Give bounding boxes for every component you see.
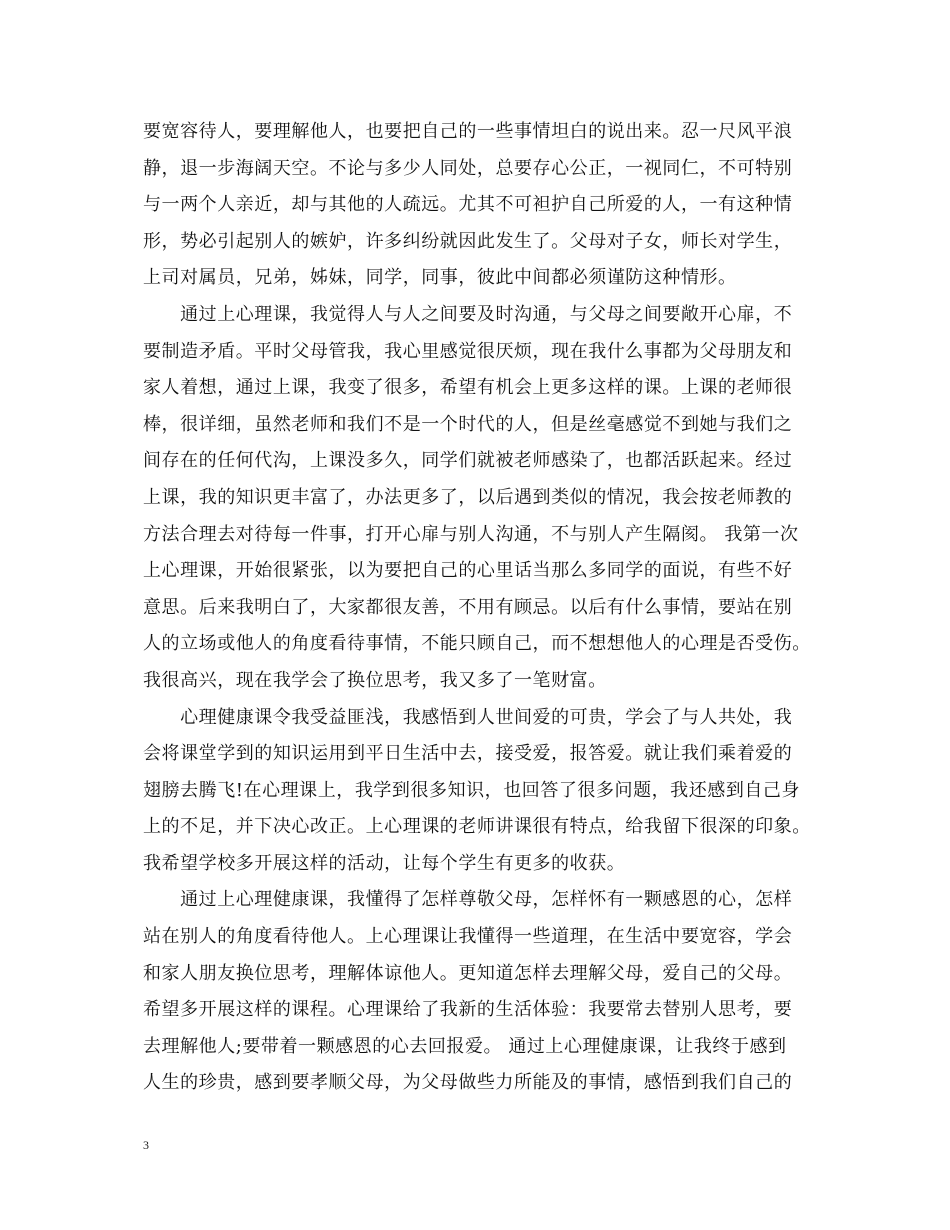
- text-line: 通过上心理课，我觉得人与人之间要及时沟通，与父母之间要敞开心扉，不: [143, 303, 793, 325]
- text-line: 方法合理去对待每一件事，打开心扉与别人沟通，不与别人产生隔阂。 我第一次: [143, 523, 799, 545]
- text-line: 上心理课，开始很紧张，以为要把自己的心里话当那么多同学的面说，有些不好: [143, 560, 793, 582]
- text-line: 翅膀去腾飞!在心理课上，我学到很多知识，也回答了很多问题，我还感到自己身: [143, 779, 801, 801]
- body-text: [143, 114, 818, 1102]
- text-line: 人的立场或他人的角度看待事情，不能只顾自己，而不想想他人的心理是否受伤。: [143, 633, 811, 655]
- text-line: 棒，很详细，虽然老师和我们不是一个时代的人，但是丝毫感觉不到她与我们之: [143, 413, 793, 435]
- text-line: 静，退一步海阔天空。不论与多少人同处，总要存心公正，一视同仁，不可特别: [143, 157, 793, 179]
- page-number: 3: [143, 1138, 149, 1152]
- text-line: 希望多开展这样的课程。心理课给了我新的生活体验：我要常去替别人思考，要: [143, 999, 793, 1021]
- text-line: 上的不足，并下决心改正。上心理课的老师讲课很有特点，给我留下很深的印象。: [143, 816, 811, 838]
- text-line: 上司对属员，兄弟，姊妹，同学，同事，彼此中间都必须谨防这种情形。: [143, 267, 737, 289]
- text-line: 我很高兴，现在我学会了换位思考，我又多了一笔财富。: [143, 669, 607, 691]
- text-line: 要制造矛盾。平时父母管我，我心里感觉很厌烦，现在我什么事都为父母朋友和: [143, 340, 793, 362]
- text-line: 通过上心理健康课，我懂得了怎样尊敬父母，怎样怀有一颗感恩的心，怎样: [143, 889, 793, 911]
- text-line: 间存在的任何代沟，上课没多久，同学们就被老师感染了，也都活跃起来。经过: [143, 450, 793, 472]
- text-line: 会将课堂学到的知识运用到平日生活中去，接受爱，报答爱。就让我们乘着爱的: [143, 743, 793, 765]
- text-line: 去理解他人;要带着一颗感恩的心去回报爱。 通过上心理健康课，让我终于感到: [143, 1035, 787, 1057]
- text-line: 要宽容待人，要理解他人，也要把自己的一些事情坦白的说出来。忍一尺风平浪: [143, 121, 793, 142]
- text-line: 家人着想，通过上课，我变了很多，希望有机会上更多这样的课。上课的老师很: [143, 377, 793, 399]
- text-line: 人生的珍贵，感到要孝顺父母，为父母做些力所能及的事情，感悟到我们自己的: [143, 1072, 793, 1094]
- text-line: 和家人朋友换位思考，理解体谅他人。更知道怎样去理解父母，爱自己的父母。: [143, 962, 793, 984]
- text-line: 站在别人的角度看待他人。上心理课让我懂得一些道理，在生活中要宽容，学会: [143, 926, 793, 948]
- text-line: 我希望学校多开展这样的活动，让每个学生有更多的收获。: [143, 852, 626, 874]
- text-line: 与一两个人亲近，却与其他的人疏远。尤其不可袒护自己所爱的人，一有这种情: [143, 194, 793, 216]
- text-line: 上课，我的知识更丰富了，办法更多了，以后遇到类似的情况，我会按老师教的: [143, 486, 793, 508]
- text-line: 心理健康课令我受益匪浅，我感悟到人世间爱的可贵，学会了与人共处，我: [143, 706, 793, 728]
- text-line: 形，势必引起别人的嫉妒，许多纠纷就因此发生了。父母对子女，师长对学生，: [143, 230, 793, 252]
- text-line: 意思。后来我明白了，大家都很友善，不用有顾忌。以后有什么事情，要站在别: [143, 596, 793, 618]
